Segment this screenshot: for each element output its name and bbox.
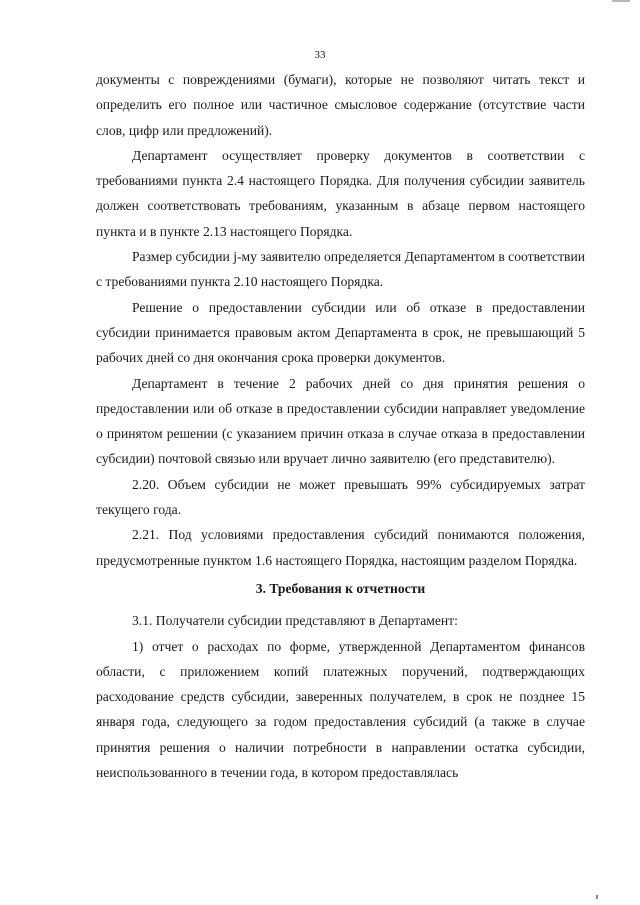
paragraph-subsidy-size: Размер субсидии j-му заявителю определяется Департаментом в соответствии с требованиями пункта 2.10 настоящего Порядка. (96, 249, 585, 290)
page-number: 33 (314, 49, 326, 61)
paragraph-2-21: 2.21. Под условиями предоставления субсидий понимаются положения, предусмотренные пунктом 1.6 настоящего Порядка, настоящим разделом Порядка. (96, 527, 585, 568)
paragraph-document-check: Департамент осуществляет проверку документов в соответствии с требованиями пункта 2.4 настоящего Порядка. Для получения субсидии заявитель должен соответствовать требованиям, указанным в абзаце первом настоящего пункта и в пункте 2.13 настоящего Порядка. (96, 147, 585, 239)
paragraph-report-item-1: 1) отчет о расходах по форме, утвержденной Департаментом финансов области, с приложением копий платежных поручений, подтверждающих расходование средств субсидии, заверенных получателем, в срок не позднее 15 января года, следующего за годом предоставления субсидий (а также в случае принятия решения о наличии потребности в направлении остатка субсидии, неиспользованного в течении года, в котором предоставлялась (96, 638, 585, 781)
paragraph-notification: Департамент в течение 2 рабочих дней со дня принятия решения о предоставлении или об отказе в предоставлении субсидии направляет уведомление о принятом решении (с указанием причин отказа в случае отказа в предоставлении субсидии) почтовой связью или вручает лично заявителю (его представителю). (96, 375, 585, 467)
section-heading: 3. Требования к отчетности (255, 580, 426, 596)
paragraph-2-20: 2.20. Объем субсидии не может превышать 99% субсидируемых затрат текущего года. (96, 476, 585, 518)
document-body (96, 67, 585, 785)
paragraph-3-1: 3.1. Получатели субсидии представляют в Департамент: (132, 613, 458, 629)
paragraph-decision: Решение о предоставлении субсидии или об отказе в предоставлении субсидии принимается правовым актом Департамента в срок, не превышающий 5 рабочих дней со дня окончания срока проверки документов. (96, 299, 585, 366)
scan-mark (612, 0, 630, 2)
scan-mark (596, 895, 598, 899)
paragraph-continuation: документы с повреждениями (бумаги), которые не позволяют читать текст и определить его полное или частичное смысловое содержание (отсутствие части слов, цифр или предложений). (96, 72, 585, 138)
